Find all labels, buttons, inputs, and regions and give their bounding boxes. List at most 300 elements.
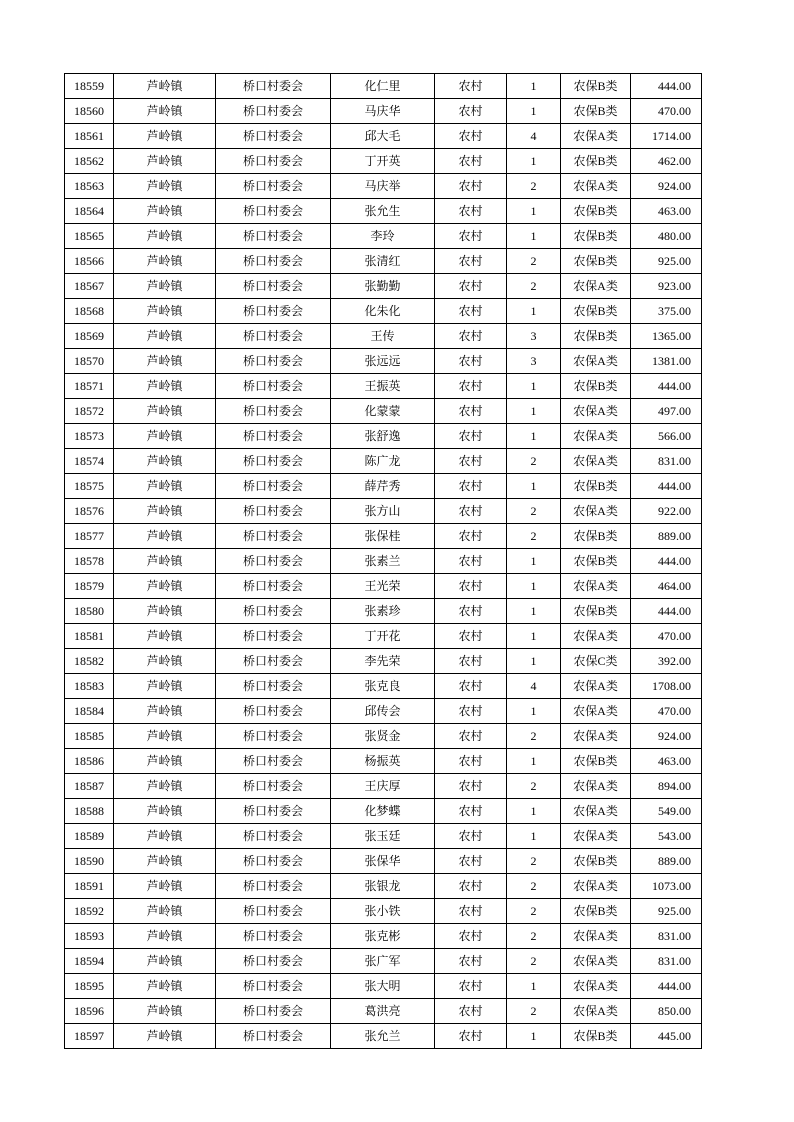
cell-id: 18580: [65, 599, 114, 624]
cell-amount: 444.00: [631, 374, 702, 399]
table-row: [65, 299, 702, 324]
table-row: [65, 674, 702, 699]
cell-category: 农保B类: [561, 299, 631, 324]
cell-id: 18577: [65, 524, 114, 549]
cell-category: 农保B类: [561, 599, 631, 624]
cell-village: 桥口村委会: [216, 849, 331, 874]
cell-name: 张允生: [331, 199, 435, 224]
cell-residence: 农村: [435, 824, 507, 849]
cell-name: 马庆举: [331, 174, 435, 199]
cell-name: 张清红: [331, 249, 435, 274]
cell-town: 芦岭镇: [114, 849, 216, 874]
cell-amount: 889.00: [631, 524, 702, 549]
table-row: [65, 724, 702, 749]
cell-id: 18596: [65, 999, 114, 1024]
cell-amount: 462.00: [631, 149, 702, 174]
cell-village: 桥口村委会: [216, 774, 331, 799]
cell-category: 农保B类: [561, 199, 631, 224]
cell-residence: 农村: [435, 124, 507, 149]
cell-count: 2: [507, 999, 561, 1024]
cell-town: 芦岭镇: [114, 549, 216, 574]
pension-table: [64, 73, 702, 1049]
cell-amount: 1073.00: [631, 874, 702, 899]
cell-residence: 农村: [435, 549, 507, 574]
cell-residence: 农村: [435, 1024, 507, 1049]
cell-category: 农保B类: [561, 524, 631, 549]
cell-amount: 543.00: [631, 824, 702, 849]
cell-village: 桥口村委会: [216, 799, 331, 824]
cell-amount: 566.00: [631, 424, 702, 449]
cell-town: 芦岭镇: [114, 749, 216, 774]
cell-village: 桥口村委会: [216, 349, 331, 374]
cell-id: 18582: [65, 649, 114, 674]
cell-town: 芦岭镇: [114, 299, 216, 324]
cell-category: 农保A类: [561, 699, 631, 724]
cell-residence: 农村: [435, 724, 507, 749]
cell-village: 桥口村委会: [216, 374, 331, 399]
cell-residence: 农村: [435, 449, 507, 474]
cell-name: 丁开花: [331, 624, 435, 649]
cell-count: 1: [507, 424, 561, 449]
cell-amount: 924.00: [631, 174, 702, 199]
cell-amount: 549.00: [631, 799, 702, 824]
cell-residence: 农村: [435, 149, 507, 174]
cell-id: 18584: [65, 699, 114, 724]
cell-id: 18573: [65, 424, 114, 449]
cell-town: 芦岭镇: [114, 774, 216, 799]
cell-amount: 444.00: [631, 74, 702, 99]
cell-category: 农保A类: [561, 674, 631, 699]
cell-count: 1: [507, 599, 561, 624]
cell-amount: 831.00: [631, 949, 702, 974]
table-row: [65, 524, 702, 549]
cell-amount: 444.00: [631, 974, 702, 999]
cell-name: 化蒙蒙: [331, 399, 435, 424]
cell-village: 桥口村委会: [216, 324, 331, 349]
cell-town: 芦岭镇: [114, 1024, 216, 1049]
cell-count: 2: [507, 874, 561, 899]
cell-amount: 925.00: [631, 899, 702, 924]
cell-category: 农保B类: [561, 1024, 631, 1049]
cell-name: 张克彬: [331, 924, 435, 949]
cell-category: 农保A类: [561, 574, 631, 599]
cell-town: 芦岭镇: [114, 899, 216, 924]
cell-town: 芦岭镇: [114, 199, 216, 224]
cell-count: 1: [507, 374, 561, 399]
table-row: [65, 174, 702, 199]
cell-id: 18586: [65, 749, 114, 774]
cell-count: 1: [507, 974, 561, 999]
cell-village: 桥口村委会: [216, 624, 331, 649]
cell-town: 芦岭镇: [114, 124, 216, 149]
table-row: [65, 774, 702, 799]
cell-residence: 农村: [435, 674, 507, 699]
cell-id: 18568: [65, 299, 114, 324]
cell-village: 桥口村委会: [216, 124, 331, 149]
table-body: [65, 74, 702, 1049]
cell-village: 桥口村委会: [216, 974, 331, 999]
cell-name: 张保桂: [331, 524, 435, 549]
cell-village: 桥口村委会: [216, 549, 331, 574]
cell-amount: 922.00: [631, 499, 702, 524]
cell-amount: 923.00: [631, 274, 702, 299]
cell-amount: 1708.00: [631, 674, 702, 699]
cell-id: 18593: [65, 924, 114, 949]
cell-category: 农保A类: [561, 824, 631, 849]
table-row: [65, 499, 702, 524]
cell-count: 2: [507, 174, 561, 199]
cell-name: 薛芹秀: [331, 474, 435, 499]
cell-residence: 农村: [435, 974, 507, 999]
cell-amount: 445.00: [631, 1024, 702, 1049]
cell-residence: 农村: [435, 899, 507, 924]
cell-residence: 农村: [435, 624, 507, 649]
cell-category: 农保A类: [561, 399, 631, 424]
table-row: [65, 474, 702, 499]
cell-count: 3: [507, 324, 561, 349]
cell-name: 张广军: [331, 949, 435, 974]
cell-name: 马庆华: [331, 99, 435, 124]
table-row: [65, 199, 702, 224]
cell-id: 18562: [65, 149, 114, 174]
cell-id: 18567: [65, 274, 114, 299]
cell-residence: 农村: [435, 599, 507, 624]
cell-amount: 470.00: [631, 699, 702, 724]
table-row: [65, 749, 702, 774]
cell-village: 桥口村委会: [216, 249, 331, 274]
cell-residence: 农村: [435, 799, 507, 824]
cell-id: 18569: [65, 324, 114, 349]
cell-id: 18588: [65, 799, 114, 824]
cell-residence: 农村: [435, 499, 507, 524]
cell-count: 2: [507, 249, 561, 274]
cell-count: 2: [507, 924, 561, 949]
cell-count: 4: [507, 674, 561, 699]
cell-count: 1: [507, 549, 561, 574]
table-row: [65, 874, 702, 899]
cell-residence: 农村: [435, 524, 507, 549]
cell-count: 1: [507, 224, 561, 249]
cell-name: 王传: [331, 324, 435, 349]
cell-amount: 831.00: [631, 449, 702, 474]
cell-residence: 农村: [435, 574, 507, 599]
cell-village: 桥口村委会: [216, 749, 331, 774]
cell-village: 桥口村委会: [216, 74, 331, 99]
cell-village: 桥口村委会: [216, 299, 331, 324]
cell-village: 桥口村委会: [216, 499, 331, 524]
table-row: [65, 324, 702, 349]
cell-town: 芦岭镇: [114, 999, 216, 1024]
table-row: [65, 649, 702, 674]
cell-residence: 农村: [435, 299, 507, 324]
cell-name: 张小铁: [331, 899, 435, 924]
cell-town: 芦岭镇: [114, 449, 216, 474]
cell-id: 18570: [65, 349, 114, 374]
cell-amount: 444.00: [631, 474, 702, 499]
cell-id: 18595: [65, 974, 114, 999]
cell-count: 1: [507, 299, 561, 324]
cell-count: 1: [507, 99, 561, 124]
cell-category: 农保C类: [561, 649, 631, 674]
cell-residence: 农村: [435, 849, 507, 874]
cell-town: 芦岭镇: [114, 224, 216, 249]
cell-count: 2: [507, 849, 561, 874]
cell-count: 2: [507, 724, 561, 749]
table-row: [65, 599, 702, 624]
cell-id: 18563: [65, 174, 114, 199]
cell-category: 农保B类: [561, 899, 631, 924]
cell-residence: 农村: [435, 349, 507, 374]
cell-residence: 农村: [435, 199, 507, 224]
cell-count: 1: [507, 749, 561, 774]
cell-id: 18576: [65, 499, 114, 524]
cell-id: 18560: [65, 99, 114, 124]
cell-count: 3: [507, 349, 561, 374]
cell-name: 王庆厚: [331, 774, 435, 799]
cell-village: 桥口村委会: [216, 99, 331, 124]
table-row: [65, 849, 702, 874]
cell-id: 18587: [65, 774, 114, 799]
cell-count: 1: [507, 474, 561, 499]
cell-town: 芦岭镇: [114, 374, 216, 399]
cell-id: 18597: [65, 1024, 114, 1049]
cell-category: 农保B类: [561, 224, 631, 249]
table-row: [65, 274, 702, 299]
cell-village: 桥口村委会: [216, 449, 331, 474]
cell-amount: 375.00: [631, 299, 702, 324]
cell-town: 芦岭镇: [114, 74, 216, 99]
cell-id: 18565: [65, 224, 114, 249]
cell-town: 芦岭镇: [114, 574, 216, 599]
cell-town: 芦岭镇: [114, 799, 216, 824]
cell-category: 农保A类: [561, 774, 631, 799]
cell-category: 农保B类: [561, 99, 631, 124]
cell-name: 张克良: [331, 674, 435, 699]
cell-category: 农保A类: [561, 124, 631, 149]
cell-village: 桥口村委会: [216, 924, 331, 949]
cell-amount: 1365.00: [631, 324, 702, 349]
cell-count: 1: [507, 649, 561, 674]
cell-name: 张大明: [331, 974, 435, 999]
cell-name: 张允兰: [331, 1024, 435, 1049]
cell-name: 化朱化: [331, 299, 435, 324]
cell-category: 农保A类: [561, 499, 631, 524]
cell-amount: 925.00: [631, 249, 702, 274]
cell-count: 2: [507, 899, 561, 924]
cell-residence: 农村: [435, 749, 507, 774]
cell-town: 芦岭镇: [114, 99, 216, 124]
cell-village: 桥口村委会: [216, 824, 331, 849]
cell-category: 农保B类: [561, 74, 631, 99]
cell-count: 1: [507, 574, 561, 599]
cell-town: 芦岭镇: [114, 874, 216, 899]
cell-category: 农保A类: [561, 949, 631, 974]
cell-amount: 889.00: [631, 849, 702, 874]
cell-category: 农保A类: [561, 999, 631, 1024]
cell-count: 4: [507, 124, 561, 149]
cell-residence: 农村: [435, 474, 507, 499]
cell-id: 18561: [65, 124, 114, 149]
table-row: [65, 74, 702, 99]
cell-village: 桥口村委会: [216, 599, 331, 624]
cell-name: 张保华: [331, 849, 435, 874]
cell-village: 桥口村委会: [216, 699, 331, 724]
cell-count: 1: [507, 149, 561, 174]
table-row: [65, 249, 702, 274]
cell-id: 18579: [65, 574, 114, 599]
cell-count: 2: [507, 949, 561, 974]
cell-village: 桥口村委会: [216, 949, 331, 974]
cell-residence: 农村: [435, 699, 507, 724]
cell-count: 1: [507, 824, 561, 849]
cell-name: 张银龙: [331, 874, 435, 899]
cell-id: 18571: [65, 374, 114, 399]
cell-amount: 464.00: [631, 574, 702, 599]
table-row: [65, 924, 702, 949]
cell-count: 2: [507, 774, 561, 799]
cell-village: 桥口村委会: [216, 424, 331, 449]
cell-town: 芦岭镇: [114, 649, 216, 674]
cell-amount: 924.00: [631, 724, 702, 749]
cell-residence: 农村: [435, 999, 507, 1024]
cell-name: 张勤勤: [331, 274, 435, 299]
cell-count: 1: [507, 1024, 561, 1049]
table-row: [65, 824, 702, 849]
cell-amount: 444.00: [631, 549, 702, 574]
cell-village: 桥口村委会: [216, 899, 331, 924]
cell-town: 芦岭镇: [114, 949, 216, 974]
cell-name: 张方山: [331, 499, 435, 524]
cell-town: 芦岭镇: [114, 674, 216, 699]
cell-category: 农保A类: [561, 974, 631, 999]
cell-count: 2: [507, 274, 561, 299]
cell-residence: 农村: [435, 374, 507, 399]
cell-count: 2: [507, 524, 561, 549]
cell-town: 芦岭镇: [114, 924, 216, 949]
cell-category: 农保A类: [561, 799, 631, 824]
cell-town: 芦岭镇: [114, 499, 216, 524]
cell-id: 18585: [65, 724, 114, 749]
cell-name: 邱大毛: [331, 124, 435, 149]
cell-village: 桥口村委会: [216, 524, 331, 549]
cell-village: 桥口村委会: [216, 1024, 331, 1049]
table-row: [65, 224, 702, 249]
cell-category: 农保B类: [561, 749, 631, 774]
cell-name: 杨振英: [331, 749, 435, 774]
cell-id: 18591: [65, 874, 114, 899]
table-row: [65, 999, 702, 1024]
cell-town: 芦岭镇: [114, 274, 216, 299]
cell-residence: 农村: [435, 324, 507, 349]
cell-category: 农保B类: [561, 849, 631, 874]
cell-amount: 831.00: [631, 924, 702, 949]
cell-name: 张素兰: [331, 549, 435, 574]
cell-name: 张玉廷: [331, 824, 435, 849]
cell-name: 化梦蝶: [331, 799, 435, 824]
table-row: [65, 549, 702, 574]
cell-name: 化仁里: [331, 74, 435, 99]
table-row: [65, 149, 702, 174]
cell-town: 芦岭镇: [114, 599, 216, 624]
cell-count: 2: [507, 449, 561, 474]
cell-amount: 470.00: [631, 99, 702, 124]
table-row: [65, 124, 702, 149]
cell-residence: 农村: [435, 174, 507, 199]
cell-town: 芦岭镇: [114, 474, 216, 499]
cell-name: 邱传会: [331, 699, 435, 724]
cell-amount: 850.00: [631, 999, 702, 1024]
table-row: [65, 949, 702, 974]
cell-residence: 农村: [435, 774, 507, 799]
cell-name: 张贤金: [331, 724, 435, 749]
table-row: [65, 99, 702, 124]
cell-category: 农保B类: [561, 374, 631, 399]
cell-count: 1: [507, 399, 561, 424]
cell-amount: 480.00: [631, 224, 702, 249]
cell-id: 18583: [65, 674, 114, 699]
cell-residence: 农村: [435, 274, 507, 299]
cell-village: 桥口村委会: [216, 574, 331, 599]
cell-count: 1: [507, 699, 561, 724]
cell-name: 丁开英: [331, 149, 435, 174]
cell-amount: 1714.00: [631, 124, 702, 149]
cell-village: 桥口村委会: [216, 474, 331, 499]
cell-town: 芦岭镇: [114, 824, 216, 849]
cell-id: 18592: [65, 899, 114, 924]
cell-name: 李先荣: [331, 649, 435, 674]
cell-count: 1: [507, 74, 561, 99]
cell-amount: 444.00: [631, 599, 702, 624]
table-row: [65, 1024, 702, 1049]
cell-id: 18575: [65, 474, 114, 499]
cell-category: 农保B类: [561, 549, 631, 574]
cell-village: 桥口村委会: [216, 174, 331, 199]
cell-name: 王光荣: [331, 574, 435, 599]
cell-amount: 463.00: [631, 749, 702, 774]
cell-village: 桥口村委会: [216, 649, 331, 674]
cell-id: 18574: [65, 449, 114, 474]
cell-count: 2: [507, 499, 561, 524]
cell-category: 农保A类: [561, 874, 631, 899]
cell-category: 农保A类: [561, 624, 631, 649]
cell-category: 农保A类: [561, 924, 631, 949]
cell-name: 李玲: [331, 224, 435, 249]
cell-town: 芦岭镇: [114, 424, 216, 449]
cell-village: 桥口村委会: [216, 674, 331, 699]
table-row: [65, 799, 702, 824]
cell-village: 桥口村委会: [216, 399, 331, 424]
cell-name: 张远远: [331, 349, 435, 374]
cell-residence: 农村: [435, 99, 507, 124]
table-row: [65, 974, 702, 999]
cell-village: 桥口村委会: [216, 999, 331, 1024]
cell-residence: 农村: [435, 224, 507, 249]
cell-town: 芦岭镇: [114, 249, 216, 274]
cell-residence: 农村: [435, 874, 507, 899]
table-row: [65, 624, 702, 649]
cell-amount: 894.00: [631, 774, 702, 799]
table-row: [65, 349, 702, 374]
cell-residence: 农村: [435, 424, 507, 449]
cell-name: 张素珍: [331, 599, 435, 624]
cell-id: 18566: [65, 249, 114, 274]
cell-amount: 497.00: [631, 399, 702, 424]
cell-category: 农保A类: [561, 349, 631, 374]
cell-town: 芦岭镇: [114, 324, 216, 349]
cell-town: 芦岭镇: [114, 724, 216, 749]
cell-village: 桥口村委会: [216, 274, 331, 299]
table-row: [65, 449, 702, 474]
